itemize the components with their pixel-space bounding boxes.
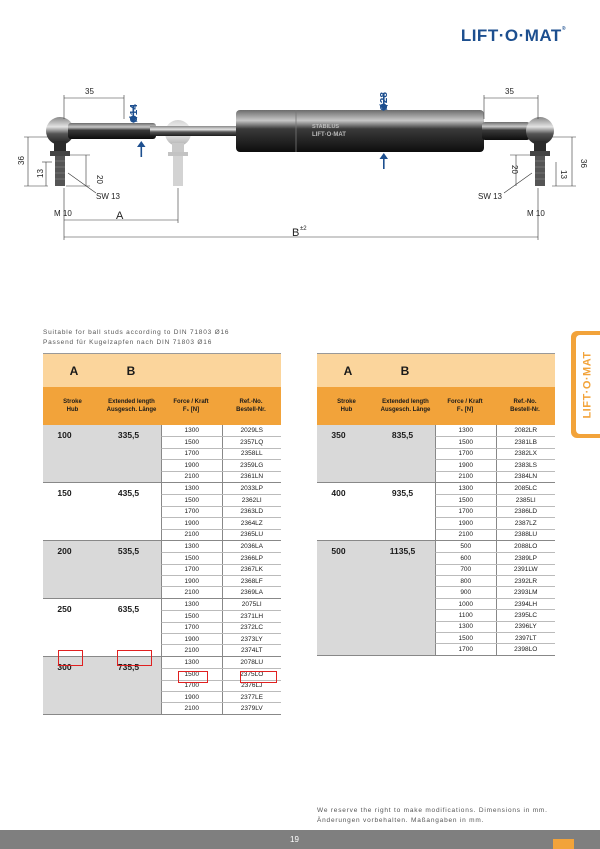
table-row xyxy=(435,609,555,620)
stroke-cell: 400 xyxy=(331,487,346,498)
table-row xyxy=(161,517,281,528)
table-row xyxy=(435,621,555,632)
ball-note-en: Suitable for ball studs according to DIN 71803 Ø16 xyxy=(43,329,230,336)
table-row xyxy=(161,622,281,633)
ref-no-cell: 2078LU xyxy=(222,657,282,668)
ref-no-cell: 2362LI xyxy=(222,495,282,505)
table-row xyxy=(435,552,555,563)
header-b: B xyxy=(126,363,136,378)
bottom-bar xyxy=(0,830,600,849)
force-cell: 1500 xyxy=(184,497,199,505)
ref-no-cell: 2379LV xyxy=(222,703,282,713)
ball-stud-note xyxy=(43,328,229,348)
ref-no-cell: 2388LU xyxy=(496,530,556,540)
ref-no-cell: 2364LZ xyxy=(222,518,282,528)
force-cell: 1900 xyxy=(458,461,473,469)
table-row xyxy=(435,564,555,575)
ref-no-cell: 2088LO xyxy=(496,541,556,552)
col-ref-en: Ref.-No. xyxy=(239,399,263,405)
extended-length-cell: 835,5 xyxy=(376,425,435,482)
ref-no-cell: 2387LZ xyxy=(496,518,556,528)
side-tab xyxy=(571,331,600,438)
force-cell: 1300 xyxy=(184,659,199,666)
table-header-columns xyxy=(43,387,281,425)
ref-no-cell: 2382LX xyxy=(496,449,556,459)
ref-no-cell: 2386LD xyxy=(496,507,556,517)
footer-note-de: Änderungen vorbehalten. Maßangaben in mm. xyxy=(317,817,485,824)
ref-no-cell: 2075LI xyxy=(222,599,282,610)
footer-note-en: We reserve the right to make modifications. Dimensions in mm. xyxy=(317,807,548,814)
force-cell: 1900 xyxy=(184,461,199,469)
col-force-en: Force / Kraft xyxy=(173,399,209,405)
force-cell: 1700 xyxy=(184,624,199,632)
ref-no-cell: 2384LN xyxy=(496,472,556,482)
force-cell: 1000 xyxy=(458,600,473,608)
extended-length-cell: 535,5 xyxy=(102,541,161,598)
force-cell: 2100 xyxy=(458,531,473,539)
stroke-cell: 500 xyxy=(317,541,376,655)
sw-left: SW 13 xyxy=(96,192,121,201)
col-ext-de: Ausgesch. Länge xyxy=(380,407,431,413)
col-force-en: Force / Kraft xyxy=(447,399,483,405)
ref-no-cell: 2361LN xyxy=(222,472,282,482)
label-b: B xyxy=(292,227,300,239)
right-ball-socket xyxy=(526,117,554,186)
force-cell: 1500 xyxy=(184,670,199,678)
ref-no-cell: 2393LM xyxy=(496,587,556,597)
ref-no-cell: 2397LT xyxy=(496,633,556,643)
highlight-ref-2376lj xyxy=(240,671,277,683)
table-row xyxy=(435,471,555,482)
dia-tube: Ø28 xyxy=(379,92,390,111)
ref-no-cell: 2385LI xyxy=(496,495,556,505)
ref-no-cell: 2358LL xyxy=(222,449,282,459)
ref-no-cell: 2373LY xyxy=(222,634,282,644)
ref-no-cell: 2363LD xyxy=(222,507,282,517)
table-row xyxy=(161,506,281,517)
stroke-cell: 300 xyxy=(43,657,102,714)
table-row xyxy=(161,633,281,644)
force-cell: 800 xyxy=(460,577,472,585)
force-cell: 500 xyxy=(460,543,472,551)
stroke-cell: 250 xyxy=(57,603,72,614)
col-ref-de: Bestell-Nr. xyxy=(236,407,266,413)
force-cell: 1300 xyxy=(458,427,473,435)
table-group xyxy=(317,483,555,541)
ref-no-cell: 2381LB xyxy=(496,437,556,447)
ref-no-cell: 2033LP xyxy=(222,483,282,494)
force-cell: 1900 xyxy=(184,635,199,643)
table-row xyxy=(435,517,555,528)
force-cell: 2100 xyxy=(458,473,473,481)
ref-no-cell: 2371LH xyxy=(222,611,282,621)
table-row xyxy=(435,598,555,609)
header-a: A xyxy=(69,363,79,378)
col-force-de: F₁ [N] xyxy=(182,407,200,413)
ref-no-cell: 2389LP xyxy=(496,553,556,563)
force-cell: 1500 xyxy=(458,497,473,505)
force-cell: 1900 xyxy=(184,519,199,527)
table-row xyxy=(435,494,555,505)
col-stroke-en: Stroke xyxy=(337,399,356,405)
dim-13-left: 13 xyxy=(36,169,45,178)
table-row xyxy=(161,529,281,540)
table-row xyxy=(161,425,281,436)
force-cell: 1300 xyxy=(184,601,199,609)
table-row xyxy=(435,459,555,470)
force-cell: 900 xyxy=(460,589,472,597)
ref-no-cell: 2368LF xyxy=(222,576,282,586)
ref-no-cell: 2375LO xyxy=(222,669,282,679)
extended-length-cell: 935,5 xyxy=(391,487,414,498)
force-cell: 1900 xyxy=(184,693,199,701)
extended-length-cell: 735,5 xyxy=(102,657,161,714)
ref-no-cell: 2374LT xyxy=(222,645,282,655)
dim-35-left: 35 xyxy=(85,87,94,96)
side-tab-label: LIFT·O·MAT xyxy=(582,350,595,419)
ref-no-cell: 2394LH xyxy=(496,599,556,609)
dim-20-left: 20 xyxy=(95,175,104,184)
force-cell: 2100 xyxy=(184,531,199,539)
force-cell: 600 xyxy=(460,554,472,562)
stroke-cell: 150 xyxy=(57,487,72,498)
table-row xyxy=(161,552,281,563)
col-ext-en: Extended length xyxy=(108,399,155,405)
force-cell: 1500 xyxy=(184,612,199,620)
col-ref-de: Bestell-Nr. xyxy=(510,407,540,413)
label-a: A xyxy=(116,210,124,222)
table-group xyxy=(317,541,555,656)
table-row xyxy=(161,575,281,586)
stroke-cell: 350 xyxy=(317,425,376,482)
dia-rod: Ø14 xyxy=(129,104,140,123)
table-row xyxy=(435,541,555,552)
tube-text-2: LIFT·O·MAT xyxy=(312,132,346,138)
ref-no-cell: 2377LE xyxy=(222,692,282,702)
table-row xyxy=(161,599,281,610)
highlight-stroke-300 xyxy=(58,650,83,666)
table-row xyxy=(435,436,555,447)
force-cell: 2100 xyxy=(184,589,199,597)
dim-13-right: 13 xyxy=(559,170,568,179)
table-row xyxy=(435,632,555,643)
force-cell: 1500 xyxy=(458,439,473,447)
force-cell: 1900 xyxy=(184,577,199,585)
gas-spring-drawing xyxy=(0,75,600,250)
label-b-tolerance: ±2 xyxy=(300,226,307,232)
col-ref-en: Ref.-No. xyxy=(513,399,537,405)
table-row xyxy=(435,448,555,459)
table-row xyxy=(161,448,281,459)
table-body xyxy=(317,425,555,656)
force-cell: 1700 xyxy=(458,646,473,654)
table-row xyxy=(161,471,281,482)
ref-no-cell: 2376LJ xyxy=(222,681,282,691)
table-header-ab xyxy=(43,354,281,387)
table-row xyxy=(435,586,555,597)
ref-no-cell: 2036LA xyxy=(222,541,282,552)
col-stroke-en: Stroke xyxy=(63,399,82,405)
dim-36-left: 36 xyxy=(17,156,26,165)
tube-text-1: STABILUS xyxy=(312,124,340,130)
ball-note-de: Passend für Kugelzapfen nach DIN 71803 Ø16 xyxy=(43,339,213,346)
ref-no-cell: 2395LC xyxy=(496,610,556,620)
force-cell: 2100 xyxy=(184,705,199,713)
table-group xyxy=(43,541,281,599)
ref-no-cell: 2366LP xyxy=(222,553,282,563)
force-cell: 1300 xyxy=(458,485,473,493)
force-cell: 1300 xyxy=(458,623,473,631)
table-group xyxy=(43,599,281,657)
force-cell: 1700 xyxy=(184,682,199,690)
table-row xyxy=(161,483,281,494)
table-row xyxy=(161,541,281,552)
table-row xyxy=(435,575,555,586)
force-cell: 1700 xyxy=(184,566,199,574)
col-ext-en: Extended length xyxy=(382,399,429,405)
col-ext-de: Ausgesch. Länge xyxy=(106,407,157,413)
col-stroke-de: Hub xyxy=(340,407,353,413)
ref-no-cell: 2085LC xyxy=(496,483,556,494)
force-cell: 1500 xyxy=(184,439,199,447)
table-row xyxy=(161,644,281,655)
highlight-force-1700 xyxy=(178,671,208,683)
footer-note xyxy=(317,806,548,826)
ref-no-cell: 2392LR xyxy=(496,576,556,586)
force-cell: 2100 xyxy=(184,647,199,655)
force-cell: 1500 xyxy=(184,554,199,562)
page-number: 19 xyxy=(290,835,299,844)
table-header-ab xyxy=(317,354,555,387)
table-row xyxy=(435,643,555,654)
table-row xyxy=(161,459,281,470)
force-cell: 1100 xyxy=(458,611,473,619)
dim-20-right: 20 xyxy=(510,165,519,174)
ref-no-cell: 2369LA xyxy=(222,587,282,597)
header-b: B xyxy=(400,363,410,378)
table-row xyxy=(161,657,281,668)
table-row xyxy=(435,483,555,494)
dim-36-right: 36 xyxy=(579,159,588,168)
table-header-columns xyxy=(317,387,555,425)
ref-no-cell: 2365LU xyxy=(222,530,282,540)
col-force-de: F₁ [N] xyxy=(456,407,474,413)
sw-right: SW 13 xyxy=(478,192,503,201)
ref-no-cell: 2396LY xyxy=(496,622,556,632)
ref-no-cell: 2372LC xyxy=(222,623,282,633)
table-row xyxy=(161,586,281,597)
force-cell: 1900 xyxy=(458,519,473,527)
table-group xyxy=(43,483,281,541)
highlight-ext-735 xyxy=(117,650,152,666)
stroke-cell: 200 xyxy=(43,541,102,598)
spec-table-right xyxy=(317,353,555,656)
ref-no-cell: 2357LQ xyxy=(222,437,282,447)
table-group xyxy=(317,425,555,483)
force-cell: 700 xyxy=(460,566,472,574)
m-right: M 10 xyxy=(527,209,545,218)
table-row xyxy=(435,425,555,436)
table-row xyxy=(161,691,281,702)
header-a: A xyxy=(343,363,353,378)
table-row xyxy=(161,610,281,621)
table-row xyxy=(435,529,555,540)
table-row xyxy=(161,564,281,575)
bar-accent xyxy=(553,839,574,849)
force-cell: 1500 xyxy=(458,634,473,642)
table-row xyxy=(435,506,555,517)
ref-no-cell: 2082LR xyxy=(496,425,556,436)
table-group xyxy=(43,425,281,483)
force-cell: 1700 xyxy=(184,450,199,458)
ref-no-cell: 2398LO xyxy=(496,644,556,654)
col-stroke-de: Hub xyxy=(66,407,79,413)
brand-logo: LIFT·O·MAT® xyxy=(460,26,566,45)
extended-length-cell: 1135,5 xyxy=(376,541,435,655)
stroke-cell: 100 xyxy=(43,425,102,482)
force-cell: 1700 xyxy=(458,450,473,458)
ref-no-cell: 2029LS xyxy=(222,425,282,436)
table-row xyxy=(161,494,281,505)
ref-no-cell: 2383LS xyxy=(496,460,556,470)
force-cell: 1300 xyxy=(184,543,199,551)
table-row xyxy=(161,436,281,447)
extended-length-cell: 335,5 xyxy=(102,425,161,482)
m-left: M 10 xyxy=(54,209,72,218)
force-cell: 1300 xyxy=(184,485,199,493)
dim-35-right: 35 xyxy=(505,87,514,96)
force-cell: 1300 xyxy=(184,427,199,435)
extended-length-cell: 635,5 xyxy=(117,603,140,614)
ref-no-cell: 2359LG xyxy=(222,460,282,470)
ref-no-cell: 2391LW xyxy=(496,565,556,575)
table-row xyxy=(161,702,281,713)
registered-mark: ® xyxy=(561,26,566,32)
force-cell: 1700 xyxy=(184,508,199,516)
ref-no-cell: 2367LK xyxy=(222,565,282,575)
force-cell: 2100 xyxy=(184,473,199,481)
force-cell: 1700 xyxy=(458,508,473,516)
extended-length-cell: 435,5 xyxy=(117,487,140,498)
